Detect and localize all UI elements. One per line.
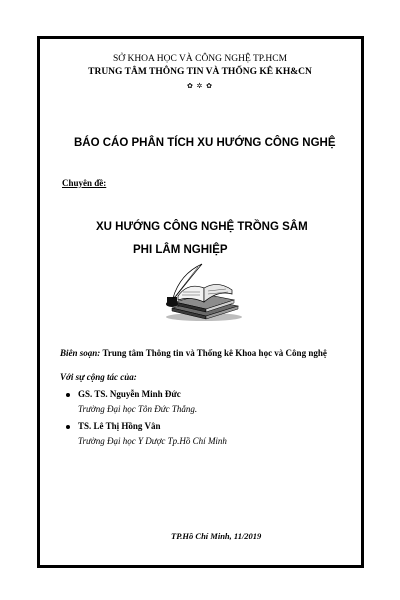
- compiled-by-value: Trung tâm Thông tin và Thống kê Khoa học và Công nghệ: [102, 348, 327, 358]
- bullet-icon: [66, 425, 70, 429]
- collaborator-affiliation: Trường Đại học Tôn Đức Thắng.: [78, 404, 198, 414]
- compiled-by-line: [60, 348, 327, 358]
- center-name: TRUNG TÂM THÔNG TIN VÀ THỐNG KÊ KH&CN: [88, 67, 312, 77]
- collaborator-name: GS. TS. Nguyễn Minh Đức: [78, 389, 181, 399]
- topic-title-line-1: XU HƯỚNG CÔNG NGHỆ TRỒNG SÂM: [96, 221, 308, 233]
- topic-label: Chuyên đề:: [62, 178, 107, 188]
- place-and-date: TP.Hồ Chí Minh, 11/2019: [171, 531, 262, 541]
- department-name: SỞ KHOA HỌC VÀ CÔNG NGHỆ TP.HCM: [112, 54, 288, 64]
- books-quill-icon: [158, 262, 244, 322]
- topic-title-line-2: PHI LÂM NGHIỆP: [133, 244, 228, 256]
- collaboration-label: Với sự cộng tác của:: [60, 372, 137, 382]
- report-title: BÁO CÁO PHÂN TÍCH XU HƯỚNG CÔNG NGHỆ: [74, 137, 336, 149]
- compiled-label: Biên soạn:: [60, 348, 101, 358]
- bullet-icon: [66, 393, 70, 397]
- ornament-divider: ✿ ✲ ✿: [186, 82, 214, 90]
- collaborator-name: TS. Lê Thị Hồng Vân: [78, 421, 161, 431]
- collaborator-affiliation: Trường Đại học Y Dược Tp.Hồ Chí Minh: [78, 436, 227, 446]
